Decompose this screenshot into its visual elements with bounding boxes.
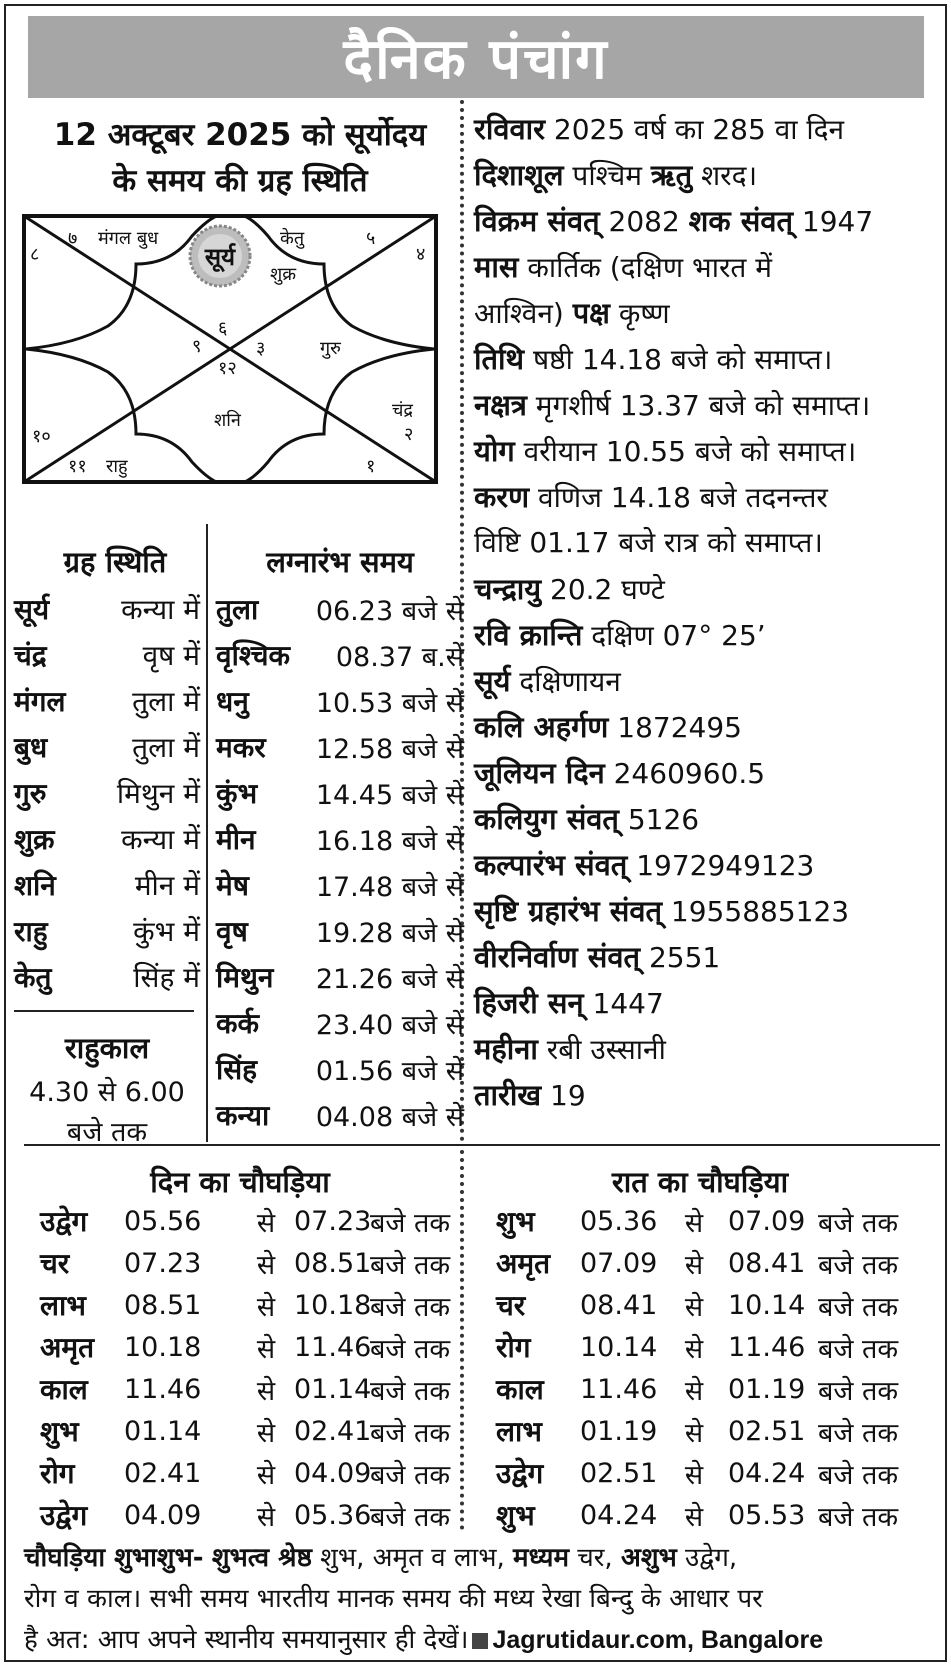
graha-sign: मीन में [134, 869, 200, 902]
graha-planet: शनि [14, 869, 56, 902]
panchang-label: हिजरी सन् [474, 986, 584, 1020]
lagna-row [216, 1092, 464, 1138]
graha-sign: वृष में [142, 639, 200, 672]
lagna-sign: कर्क [216, 1007, 260, 1040]
day-choghadiya-row [40, 1494, 450, 1536]
panchang-value: षष्ठी 14.18 बजे को समाप्त। [524, 343, 833, 376]
panchang-value: रबी उस्सानी [537, 1033, 666, 1066]
panchang-value: पश्चिम [563, 159, 651, 192]
choghadiya-start: 01.14 [124, 1415, 202, 1447]
panchang-value: 1972949123 [627, 849, 815, 882]
night-choghadiya-row [496, 1242, 898, 1284]
panchang-row [474, 1072, 944, 1119]
night-choghadiya-title: रात का चौघड़िया [611, 1165, 789, 1199]
lagna-row [216, 954, 464, 1000]
house-7-number: ७ [68, 228, 78, 249]
panchang-row [474, 152, 944, 199]
choghadiya-sep: से [684, 1333, 704, 1365]
panchang-label: रविवार [474, 112, 545, 146]
panchang-value: वणिज 14.18 बजे तदनन्तर [529, 481, 828, 514]
lagna-row [216, 1046, 464, 1092]
panchang-label: रवि क्रान्ति [474, 618, 583, 652]
panchang-row [474, 612, 944, 659]
lagna-sign: मिथुन [216, 961, 274, 994]
lagna-sign: वृश्चिक [216, 639, 291, 672]
panchang-value: दक्षिण 07° 25’ [582, 619, 766, 652]
lagna-time: 23.40 बजे से [315, 1009, 464, 1041]
choghadiya-sep: से [256, 1375, 276, 1407]
graha-row [14, 816, 200, 862]
house-11-number: ११ [68, 456, 87, 477]
panchang-row [474, 382, 944, 429]
graha-planet: बुध [14, 731, 48, 764]
panchang-row [474, 704, 944, 751]
chart-heading-line2: के समय की ग्रह स्थिति [112, 163, 368, 199]
rahukaal-time: 4.30 से 6.00 [29, 1077, 185, 1108]
graha-planet: राहु [14, 915, 48, 948]
choghadiya-name: लाभ [496, 1415, 542, 1448]
graha-sign: कन्या में [121, 593, 200, 626]
lagna-row [216, 678, 464, 724]
house-3-number: ३ [256, 338, 266, 359]
house-10-number: १० [32, 426, 51, 447]
graha-sign: मिथुन में [116, 777, 200, 810]
column-divider-left [206, 524, 208, 1142]
choghadiya-tail: बजे तक [818, 1459, 899, 1491]
choghadiya-sep: से [684, 1375, 704, 1407]
panchang-row [474, 566, 944, 613]
footer-line-2: रोग व काल। सभी समय भारतीय मानक समय की मध्य रेखा बिन्दु के आधार पर [24, 1584, 763, 1614]
lagna-sign: कन्या [216, 1099, 270, 1132]
chart-heading-line1: 12 अक्टूबर 2025 को सूर्योदय [53, 117, 427, 153]
choghadiya-name: अमृत [40, 1331, 95, 1364]
panchang-label: दिशाशूल [474, 158, 564, 192]
choghadiya-name: शुभ [496, 1499, 535, 1532]
choghadiya-start: 04.24 [580, 1499, 658, 1531]
night-choghadiya-row [496, 1200, 898, 1242]
panchang-row [474, 428, 944, 475]
lagna-time: 06.23 बजे से [315, 595, 464, 627]
choghadiya-end: 02.51 [728, 1415, 806, 1447]
panchang-label: कल्पारंभ संवत् [474, 848, 628, 882]
choghadiya-divider [460, 1150, 464, 1530]
choghadiya-sep: से [256, 1417, 276, 1449]
panchang-value: दक्षिणायन [510, 665, 621, 698]
house-7-planets: मंगल बुध [98, 228, 159, 249]
night-choghadiya-row [496, 1410, 898, 1452]
footer-text: शुभ, अमृत व लाभ, [311, 1543, 514, 1573]
graha-row [14, 862, 200, 908]
choghadiya-sep: से [256, 1459, 276, 1491]
choghadiya-end: 04.09 [294, 1457, 372, 1489]
lagna-sign: वृष [216, 915, 248, 948]
choghadiya-sep: से [256, 1207, 276, 1239]
graha-sign: तुला में [132, 685, 200, 718]
graha-sign: कुंभ में [133, 915, 200, 948]
panchang-value: मृगशीर्ष 13.37 बजे को समाप्त। [526, 389, 871, 422]
rahukaal-divider [14, 1010, 194, 1012]
panchang-value: शरद। [692, 159, 758, 192]
choghadiya-sep: से [684, 1417, 704, 1449]
graha-planet: मंगल [14, 685, 66, 718]
footer-line-3 [24, 1620, 940, 1661]
panchang-label: सूर्य [474, 664, 511, 698]
choghadiya-start: 01.19 [580, 1415, 658, 1447]
night-choghadiya-row [496, 1284, 898, 1326]
day-choghadiya-row [40, 1200, 450, 1242]
choghadiya-end: 01.19 [728, 1373, 806, 1405]
lagna-title: लग्नारंभ समय [266, 545, 414, 579]
choghadiya-tail: बजे तक [370, 1249, 451, 1281]
panchang-row [474, 796, 944, 843]
house-4-number: ४ [416, 244, 426, 265]
panchang-label: तिथि [474, 342, 525, 376]
panchang-label: कलि अहर्गण [474, 710, 609, 744]
night-choghadiya-row [496, 1368, 898, 1410]
panchang-value: वरीयान 10.55 बजे को समाप्त। [514, 435, 857, 468]
graha-row [14, 678, 200, 724]
choghadiya-name: शुभ [40, 1415, 79, 1448]
panchang-value: 20.2 घण्टे [541, 573, 665, 606]
lagna-time: 01.56 बजे से [315, 1055, 464, 1087]
lagna-time: 21.26 बजे से [315, 963, 464, 995]
panchang-value: कृष्ण [609, 297, 670, 330]
panchang-row [474, 290, 944, 337]
panchang-value: कार्तिक (दक्षिण भारत में [518, 251, 772, 284]
graha-row [14, 632, 200, 678]
choghadiya-sep: से [256, 1333, 276, 1365]
choghadiya-name: उद्वेग [496, 1457, 544, 1490]
graha-sign: कन्या में [121, 823, 200, 856]
lagna-sign: धनु [216, 685, 249, 718]
panchang-label: विक्रम संवत् [474, 204, 600, 238]
graha-row [14, 908, 200, 954]
sun-badge-label: सूर्य [204, 243, 236, 271]
page-title: दैनिक पंचांग [343, 27, 609, 92]
lagna-row [216, 816, 464, 862]
graha-planet: केतु [14, 961, 52, 994]
panchang-label: तारीख [474, 1078, 542, 1112]
lagna-sign: मकर [216, 731, 266, 764]
choghadiya-tail: बजे तक [818, 1501, 899, 1533]
choghadiya-tail: बजे तक [818, 1417, 899, 1449]
choghadiya-name: उद्वेग [40, 1499, 88, 1532]
panchang-label: जूलियन दिन [474, 756, 605, 790]
graha-row [14, 954, 200, 1000]
panchang-label: वीरनिर्वाण संवत् [474, 940, 641, 974]
graha-row [14, 586, 200, 632]
choghadiya-sep: से [684, 1207, 704, 1239]
choghadiya-end: 02.41 [294, 1415, 372, 1447]
choghadiya-tail: बजे तक [370, 1375, 451, 1407]
panchang-row [474, 336, 944, 383]
choghadiya-tail: बजे तक [818, 1207, 899, 1239]
rahukaal-until: बजे तक [66, 1117, 148, 1148]
choghadiya-start: 07.23 [124, 1247, 202, 1279]
panchang-value: 1447 [583, 987, 664, 1020]
footer-text: चर, [569, 1543, 621, 1573]
panchang-row [474, 842, 944, 889]
choghadiya-tail: बजे तक [370, 1459, 451, 1491]
choghadiya-tail: बजे तक [370, 1291, 451, 1323]
panchang-row [474, 980, 944, 1027]
panchang-value: 5126 [618, 803, 700, 836]
panchang-value: 2551 [640, 941, 721, 974]
panchang-value: आश्विन) [474, 297, 573, 330]
choghadiya-end: 04.24 [728, 1457, 806, 1489]
house-9-number: ९ [192, 336, 202, 357]
choghadiya-sep: से [684, 1459, 704, 1491]
panchang-value: विष्टि 01.17 बजे रात्र को समाप्त। [474, 526, 823, 559]
choghadiya-tail: बजे तक [818, 1249, 899, 1281]
lagna-row [216, 586, 464, 632]
choghadiya-sep: से [256, 1501, 276, 1533]
house-8-number: ८ [30, 244, 40, 265]
house-4-planets: शुक्र [270, 264, 297, 285]
panchang-label: सृष्टि ग्रहारंभ संवत् [474, 894, 663, 928]
panchang-row [474, 244, 944, 291]
choghadiya-sep: से [684, 1249, 704, 1281]
chart-heading [20, 112, 460, 204]
square-bullet-icon [472, 1633, 488, 1649]
choghadiya-start: 08.41 [580, 1289, 658, 1321]
house-2-number: २ [404, 424, 414, 445]
choghadiya-end: 11.46 [294, 1331, 372, 1363]
house-5-planets: केतु [280, 228, 305, 249]
night-choghadiya-row [496, 1494, 898, 1536]
choghadiya-tail: बजे तक [370, 1501, 451, 1533]
lagna-time: 04.08 बजे से [315, 1101, 464, 1133]
panchang-row [474, 474, 944, 521]
choghadiya-name: लाभ [40, 1289, 86, 1322]
house-5-number: ५ [366, 228, 376, 249]
choghadiya-start: 10.18 [124, 1331, 202, 1363]
day-choghadiya-row [40, 1284, 450, 1326]
night-choghadiya-row [496, 1452, 898, 1494]
lagna-row [216, 1000, 464, 1046]
panchang-value: 1947 [793, 205, 874, 238]
footer-label: शुभत्व श्रेष्ठ [211, 1543, 312, 1573]
panchang-label: पक्ष [572, 296, 610, 330]
choghadiya-end: 11.46 [728, 1331, 806, 1363]
day-choghadiya-row [40, 1326, 450, 1368]
choghadiya-end: 08.51 [294, 1247, 372, 1279]
footer-text: उद्वेग, [676, 1543, 738, 1573]
choghadiya-end: 07.23 [294, 1205, 372, 1237]
panchang-row [474, 888, 944, 935]
choghadiya-name: शुभ [496, 1205, 535, 1238]
lagna-sign: सिंह [216, 1053, 258, 1086]
day-choghadiya-row [40, 1410, 450, 1452]
lagna-row [216, 770, 464, 816]
rahukaal-title: राहुकाल [64, 1031, 150, 1065]
footer-label: अशुभ [620, 1543, 677, 1573]
choghadiya-start: 07.09 [580, 1247, 658, 1279]
choghadiya-end: 10.18 [294, 1289, 372, 1321]
graha-sthiti-title: ग्रह स्थिति [63, 545, 167, 579]
choghadiya-start: 02.51 [580, 1457, 658, 1489]
panchang-row [474, 520, 944, 566]
panchang-row [474, 750, 944, 797]
panchang-value: 2082 [599, 205, 689, 238]
graha-planet: शुक्र [14, 823, 55, 856]
panchang-label: चन्द्रायु [474, 572, 542, 606]
choghadiya-start: 05.56 [124, 1205, 202, 1237]
choghadiya-start: 11.46 [580, 1373, 658, 1405]
day-choghadiya-row [40, 1242, 450, 1284]
panchang-row [474, 106, 944, 153]
choghadiya-name: काल [496, 1373, 544, 1406]
choghadiya-end: 05.36 [294, 1499, 372, 1531]
choghadiya-tail: बजे तक [370, 1417, 451, 1449]
graha-planet: सूर्य [14, 593, 50, 626]
lagna-sign: मेष [216, 869, 249, 902]
lagna-row [216, 724, 464, 770]
choghadiya-start: 10.14 [580, 1331, 658, 1363]
choghadiya-name: उद्वेग [40, 1205, 88, 1238]
choghadiya-sep: से [684, 1291, 704, 1323]
lagna-row [216, 632, 464, 678]
graha-row [14, 770, 200, 816]
panchang-label: कलियुग संवत् [474, 802, 619, 836]
panchang-label: मास [474, 250, 519, 284]
panchang-label: ऋतु [650, 158, 693, 192]
house-3-planets: गुरु [320, 338, 341, 359]
graha-sign: तुला में [132, 731, 200, 764]
lagna-sign: तुला [216, 593, 259, 626]
house-12-planets: शनि [214, 410, 241, 431]
lagna-row [216, 862, 464, 908]
lagna-time: 17.48 बजे से [315, 871, 464, 903]
panchang-label: करण [474, 480, 530, 514]
footer-label: मध्यम [513, 1543, 569, 1573]
choghadiya-name: चर [40, 1247, 70, 1280]
choghadiya-start: 08.51 [124, 1289, 202, 1321]
graha-row [14, 724, 200, 770]
choghadiya-tail: बजे तक [818, 1375, 899, 1407]
lagna-time: 19.28 बजे से [315, 917, 464, 949]
day-choghadiya-row [40, 1452, 450, 1494]
panchang-value: 1955885123 [662, 895, 850, 928]
lagna-time: 14.45 बजे से [315, 779, 464, 811]
choghadiya-sep: से [256, 1291, 276, 1323]
panchang-value: 19 [541, 1079, 586, 1112]
choghadiya-name: चर [496, 1289, 526, 1322]
choghadiya-sep: से [256, 1249, 276, 1281]
panchang-value: 2460960.5 [604, 757, 766, 790]
sun-badge [190, 226, 250, 286]
choghadiya-start: 04.09 [124, 1499, 202, 1531]
choghadiya-name: रोग [40, 1457, 75, 1490]
footer-note [24, 1538, 940, 1661]
choghadiya-name: अमृत [496, 1247, 551, 1280]
lagna-sign: मीन [216, 823, 256, 856]
graha-sign: सिंह में [133, 961, 200, 994]
choghadiya-tail: बजे तक [370, 1207, 451, 1239]
graha-planet: गुरु [14, 777, 47, 810]
panchang-row [474, 198, 944, 245]
panchang-row [474, 1026, 944, 1073]
choghadiya-start: 11.46 [124, 1373, 202, 1405]
panchang-value: 1872495 [608, 711, 742, 744]
lagna-time: 10.53 बजे से [315, 687, 464, 719]
lagna-sign: कुंभ [216, 777, 258, 810]
panchang-label: नक्षत्र [474, 388, 527, 422]
choghadiya-start: 02.41 [124, 1457, 202, 1489]
choghadiya-end: 07.09 [728, 1205, 806, 1237]
house-1-number: १ [366, 456, 376, 477]
panchang-label: शक संवत् [688, 204, 794, 238]
day-choghadiya-title: दिन का चौघड़िया [150, 1165, 330, 1199]
graha-planet: चंद्र [14, 639, 47, 672]
night-choghadiya-row [496, 1326, 898, 1368]
choghadiya-tail: बजे तक [818, 1333, 899, 1365]
choghadiya-tail: बजे तक [818, 1291, 899, 1323]
lagna-time: 08.37 ब.से [335, 641, 464, 673]
choghadiya-name: रोग [496, 1331, 531, 1364]
choghadiya-end: 10.14 [728, 1289, 806, 1321]
house-11-planets: राहु [106, 456, 128, 477]
day-choghadiya-row [40, 1368, 450, 1410]
choghadiya-tail: बजे तक [370, 1333, 451, 1365]
choghadiya-end: 01.14 [294, 1373, 372, 1405]
source-credit: Jagrutidaur.com, Bangalore [492, 1626, 824, 1654]
choghadiya-sep: से [684, 1501, 704, 1533]
lagna-time: 16.18 बजे से [315, 825, 464, 857]
choghadiya-end: 05.53 [728, 1499, 806, 1531]
kundli-chart [22, 214, 438, 484]
lagna-time: 12.58 बजे से [315, 733, 464, 765]
footer-line-1 [24, 1538, 940, 1579]
panchang-label: महीना [474, 1032, 538, 1066]
footer-text: है अत: आप अपने स्थानीय समयानुसार ही देखें। [24, 1625, 469, 1655]
panchang-row [474, 934, 944, 981]
title-bar [28, 16, 924, 98]
choghadiya-name: काल [40, 1373, 88, 1406]
panchang-label: योग [474, 434, 515, 468]
panchang-row [474, 658, 944, 705]
house-6-number: ६ [218, 318, 228, 339]
lagna-row [216, 908, 464, 954]
choghadiya-start: 05.36 [580, 1205, 658, 1237]
panchang-value: 2025 वर्ष का 285 वा दिन [545, 113, 845, 146]
house-12-number: १२ [218, 358, 237, 379]
footer-label: चौघड़िया शुभाशुभ- [24, 1543, 204, 1573]
choghadiya-end: 08.41 [728, 1247, 806, 1279]
house-2-planets: चंद्र [392, 400, 413, 421]
